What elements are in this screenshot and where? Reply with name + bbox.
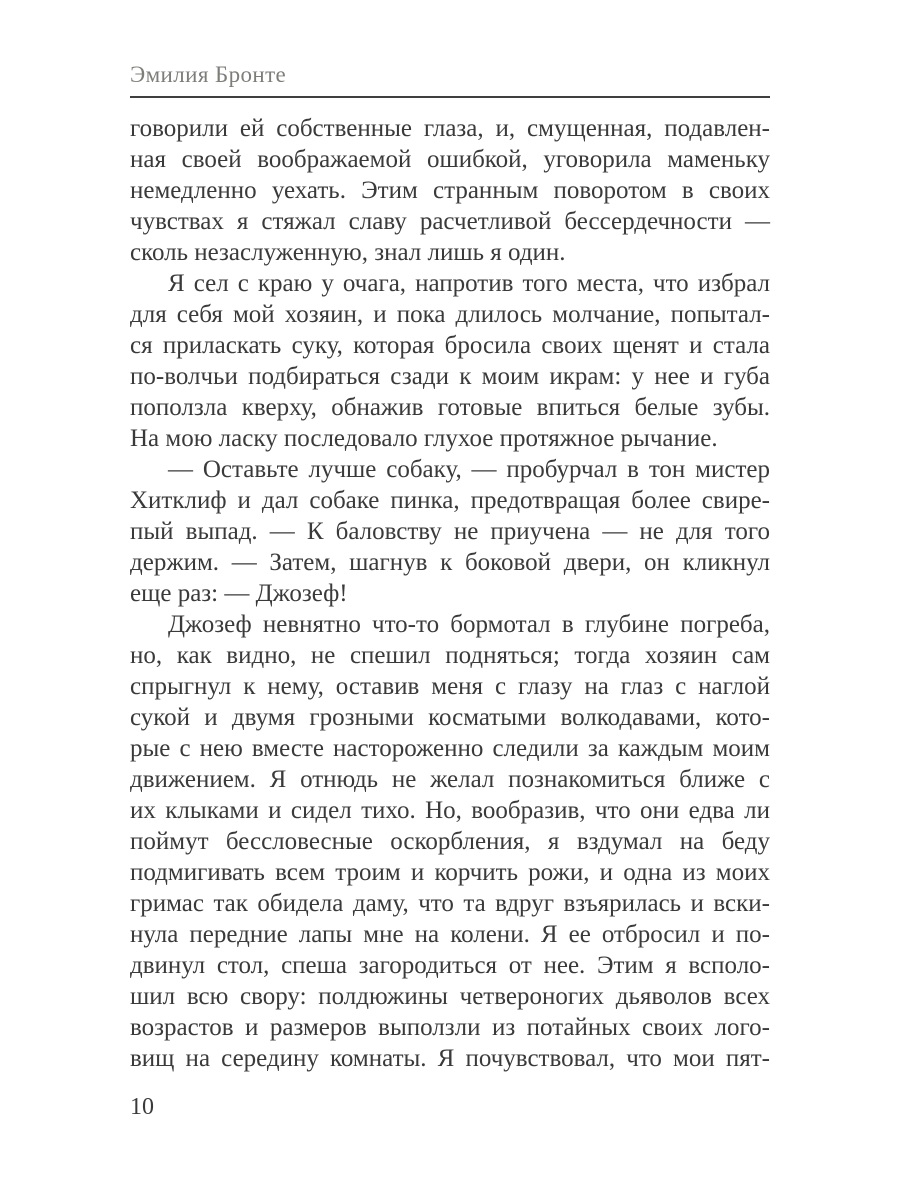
text-line: немедленно уехать. Этим странным поворотом в своих	[130, 177, 770, 204]
text-line: — Оставьте лучше собаку, — пробурчал в тон мистер	[168, 456, 770, 483]
text-line: возрастов и размеров выползли из потайных своих лого-	[130, 1014, 770, 1041]
text-line: по-волчьи подбираться сзади к моим икрам: у нее и губа	[130, 363, 770, 390]
text-line: сколь незаслуженную, знал лишь я один.	[130, 239, 566, 266]
text-line: вищ на середину комнаты. Я почувствовал, что мои пят-	[130, 1045, 770, 1072]
text-line: спрыгнул к нему, оставив меня с глазу на глаз с наглой	[130, 673, 770, 700]
text-line: ся приласкать суку, которая бросила своих щенят и стала	[130, 332, 770, 359]
text-line: их клыками и сидел тихо. Но, вообразив, что они едва ли	[130, 797, 770, 824]
book-page	[130, 0, 770, 1200]
text-line: для себя мой хозяин, и пока длилось молчание, попытал-	[130, 301, 770, 328]
text-line: держим. — Затем, шагнув к боковой двери, он кликнул	[130, 549, 770, 576]
text-line: сукой и двумя грозными косматыми волкодавами, кото-	[130, 704, 770, 731]
text-line: двинул стол, спеша загородиться от нее. Этим я всполо-	[130, 952, 770, 979]
text-line: Джозеф невнятно что-то бормотал в глубине погреба,	[168, 611, 770, 638]
paragraph	[130, 268, 770, 454]
text-line: Хитклиф и дал собаке пинка, предотвращая более свире-	[130, 487, 770, 514]
header-rule	[130, 96, 770, 98]
text-line: чувствах я стяжал славу расчетливой бессердечности —	[130, 208, 770, 235]
text-line: ная своей воображаемой ошибкой, уговорила маменьку	[130, 146, 770, 173]
paragraph	[130, 113, 770, 268]
text-line: гримас так обидела даму, что та вдруг взъярилась и вски-	[130, 890, 770, 917]
text-line: движением. Я отнюдь не желал познакомиться ближе с	[130, 766, 770, 793]
text-line: говорили ей собственные глаза, и, смущенная, подавлен-	[130, 115, 770, 142]
text-line: но, как видно, не спешил подняться; тогда хозяин сам	[130, 642, 770, 669]
body-text	[130, 113, 770, 1074]
page-number: 10	[130, 1094, 154, 1120]
text-line: Я сел с краю у очага, напротив того места, что избрал	[168, 270, 770, 297]
text-line: еще раз: — Джозеф!	[130, 580, 348, 607]
text-line: шил всю свору: полдюжины четвероногих дьяволов всех	[130, 983, 770, 1010]
paragraph	[130, 609, 770, 1074]
text-line: поползла кверху, обнажив готовые впиться белые зубы.	[130, 394, 770, 421]
text-line: поймут бессловесные оскорбления, я вздумал на беду	[130, 828, 770, 855]
text-line: пый выпад. — К баловству не приучена — не для того	[130, 518, 770, 545]
paragraph	[130, 454, 770, 609]
text-line: нула передние лапы мне на колени. Я ее отбросил и по-	[130, 921, 770, 948]
running-header: Эмилия Бронте	[130, 62, 287, 87]
text-line: подмигивать всем троим и корчить рожи, и одна из моих	[130, 859, 770, 886]
text-line: На мою ласку последовало глухое протяжное рычание.	[130, 425, 718, 452]
text-line: рые с нею вместе настороженно следили за каждым моим	[130, 735, 770, 762]
